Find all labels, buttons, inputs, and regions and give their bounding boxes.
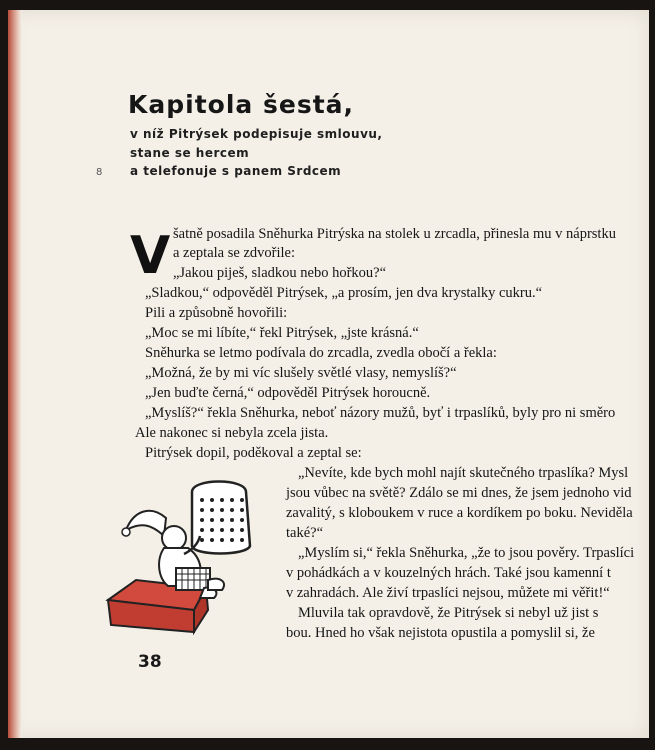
- text-line: šatně posadila Sněhurka Pitrýska na stolek u zrcadla, přinesla mu v náprstku: [173, 226, 616, 242]
- text-line: v zahradách. Ale živí trpaslíci nejsou, můžete mi věřit!“: [286, 585, 610, 601]
- text-line: „Sladkou,“ odpověděl Pitrýsek, „a prosím, jen dva krystalky cukru.“: [145, 285, 543, 301]
- drop-cap-letter: V: [130, 226, 171, 286]
- text-line: Pitrýsek dopil, poděkoval a zeptal se:: [145, 445, 362, 461]
- text-line: „Myslíš?“ řekla Sněhurka, neboť názory mužů, byť i trpaslíků, byly pro ni směro: [145, 405, 616, 421]
- text-line: Sněhurka se letmo podívala do zrcadla, zvedla obočí a řekla:: [145, 345, 497, 361]
- text-line: Pili a způsobně hovořili:: [145, 305, 288, 321]
- text-line: „Možná, že by mi víc slušely světlé vlasy, nemyslíš?“: [145, 365, 457, 381]
- gnome-with-thimble-illustration: [96, 460, 276, 640]
- text-line: v pohádkách a v kouzelných hrách. Také jsou kamenní t: [286, 565, 611, 581]
- chapter-subtitle-line-1: v níž Pitrýsek podepisuje smlouvu,: [130, 127, 383, 141]
- book-page: [8, 10, 649, 738]
- text-line: Ale nakonec si nebyla zcela jista.: [135, 425, 329, 441]
- chapter-subtitle-line-3: a telefonuje s panem Srdcem: [130, 164, 342, 178]
- text-line: „Myslím si,“ řekla Sněhurka, „že to jsou pověry. Trpaslíci: [298, 545, 635, 561]
- text-line: „Moc se mi líbíte,“ řekl Pitrýsek, „jste krásná.“: [145, 325, 419, 341]
- page-spine-edge: [8, 10, 22, 738]
- text-line: Mluvila tak opravdově, že Pitrýsek si nebyl už jist s: [298, 605, 599, 621]
- margin-mark: 8: [96, 167, 103, 178]
- text-line: „Jakou piješ, sladkou nebo hořkou?“: [173, 265, 387, 281]
- text-line: zavalitý, s kloboukem v ruce a kordíkem po boku. Neviděla: [286, 505, 633, 521]
- text-line: bou. Hned ho však nejistota opustila a pomyslil si, že: [286, 625, 595, 641]
- text-line: také?“: [286, 525, 324, 541]
- text-line: a zeptala se zdvořile:: [173, 245, 295, 261]
- text-line: jsou vůbec na světě? Zdálo se mi dnes, že jsem jednoho vid: [286, 485, 632, 501]
- text-line: „Jen buďte černá,“ odpověděl Pitrýsek horoucně.: [145, 385, 431, 401]
- page-number: 38: [138, 652, 162, 672]
- chapter-title: Kapitola šestá,: [128, 90, 355, 119]
- chapter-subtitle-line-2: stane se hercem: [130, 146, 250, 160]
- text-line: „Nevíte, kde bych mohl najít skutečného trpaslíka? Mysl: [298, 465, 629, 481]
